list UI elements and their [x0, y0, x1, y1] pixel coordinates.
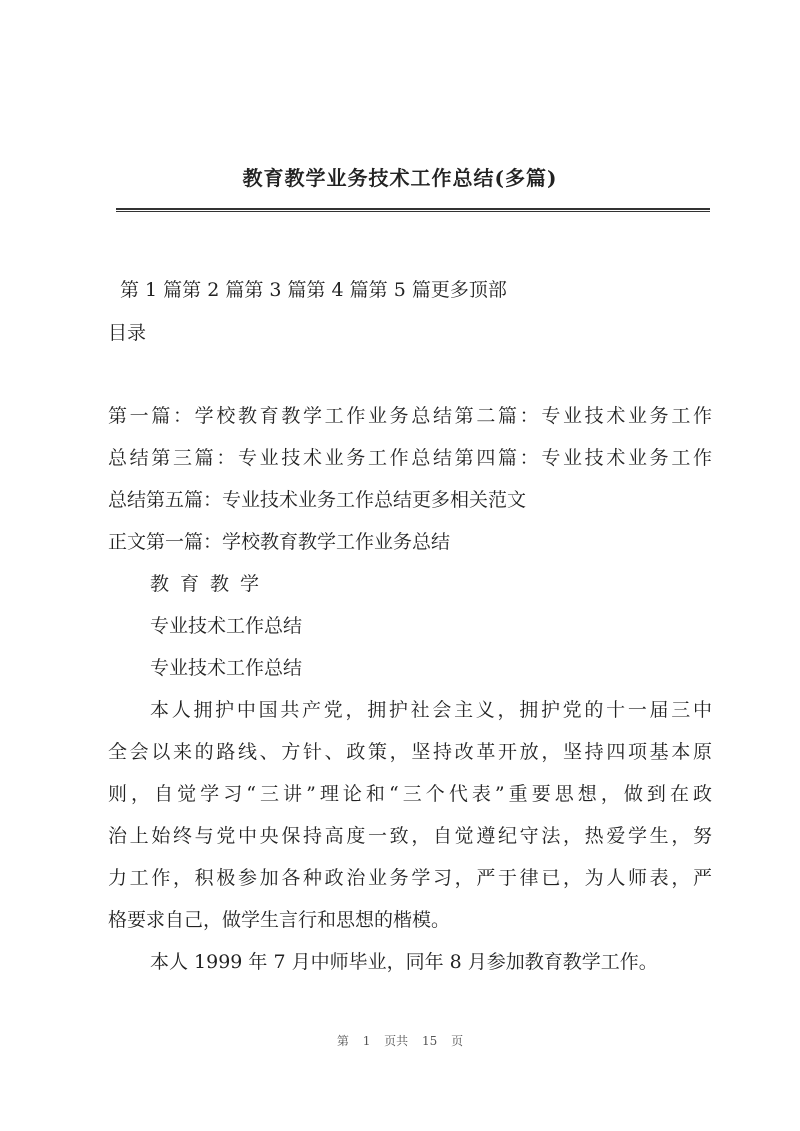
subheading: 专业技术工作总结	[150, 657, 303, 679]
toc-line: 总结第三篇：专业技术业务工作总结第四篇：专业技术业务工作	[108, 447, 712, 469]
toc-line: 第一篇：学校教育教学工作业务总结第二篇：专业技术业务工作	[108, 405, 712, 427]
title-divider	[116, 208, 710, 212]
subheading: 专业技术工作总结	[150, 615, 303, 637]
paragraph-line: 本人 1999 年 7 月中师毕业，同年 8 月参加教育教学工作。	[150, 951, 658, 973]
subheading: 教育教学	[150, 573, 271, 595]
document-body	[108, 395, 712, 983]
toc-heading: 目录	[108, 322, 147, 344]
page-footer: 第 1 页共 15 页	[336, 1034, 464, 1048]
section-nav-links[interactable]: 第 1 篇第 2 篇第 3 篇第 4 篇第 5 篇更多顶部	[120, 279, 507, 301]
paragraph-line: 全会以来的路线、方针、政策，坚持改革开放，坚持四项基本原	[108, 741, 712, 763]
document-title: 教育教学业务技术工作总结(多篇)	[242, 166, 558, 190]
paragraph-line: 力工作，积极参加各种政治业务学习，严于律已，为人师表，严	[108, 867, 712, 889]
paragraph-line: 本人拥护中国共产党，拥护社会主义，拥护党的十一届三中	[150, 699, 712, 721]
paragraph-line: 格要求自己，做学生言行和思想的楷模。	[108, 909, 451, 931]
paragraph-line: 则，自觉学习“三讲”理论和“三个代表”重要思想，做到在政	[108, 783, 712, 805]
paragraph-line: 治上始终与党中央保持高度一致，自觉遵纪守法，热爱学生，努	[108, 825, 712, 847]
body-heading: 正文第一篇：学校教育教学工作业务总结	[108, 531, 451, 553]
toc-line: 总结第五篇：专业技术业务工作总结更多相关范文	[108, 489, 527, 511]
